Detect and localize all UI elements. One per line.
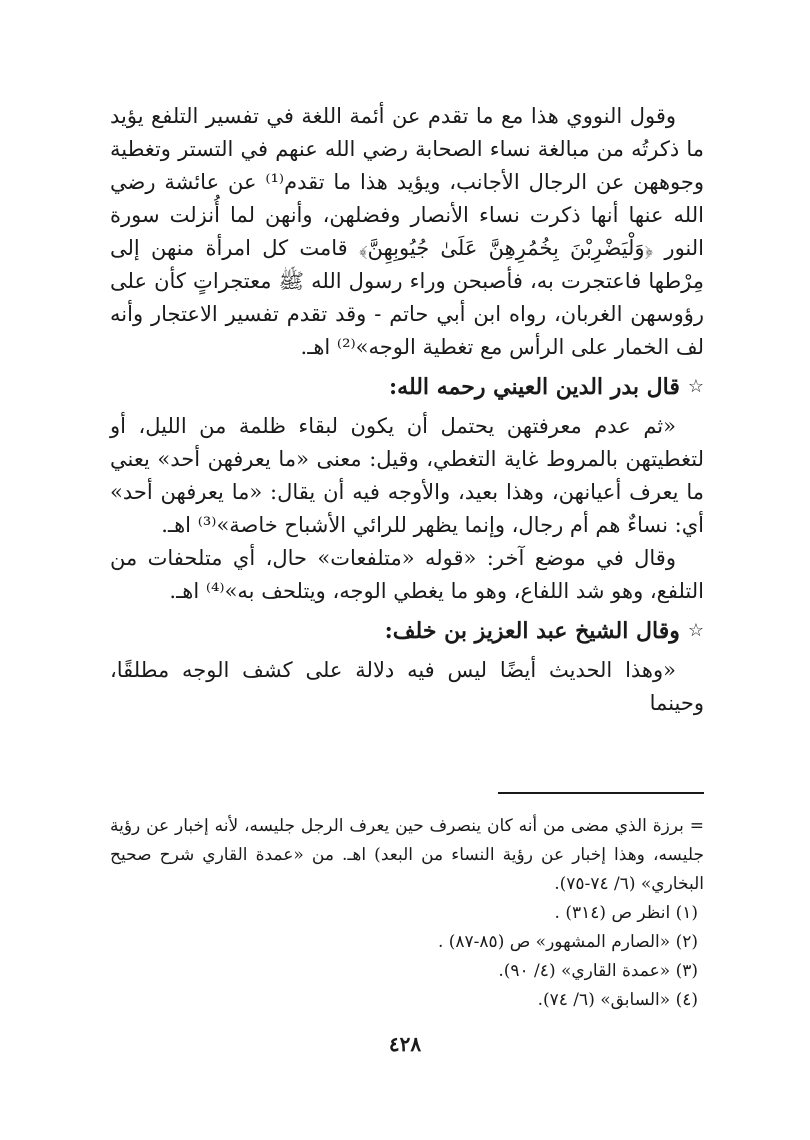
footnote-item: (٤) «السابق» (٦/ ٧٤).: [537, 990, 698, 1010]
main-text: [110, 100, 704, 790]
footnotes: [110, 812, 704, 1015]
star-icon: ☆: [687, 376, 704, 397]
quote-paragraph: «وهذا الحديث أيضًا ليس فيه دلالة على كشف الوجه مطلقًا، وحينما: [110, 658, 704, 715]
section-heading-aini: [110, 370, 704, 404]
section-heading-ibn-khalaf: [110, 614, 704, 648]
star-icon: ☆: [687, 620, 704, 641]
footnote-continuation: = برزة الذي مضى من أنه كان ينصرف حين يعرف الرجل جليسه، لأنه إخبار عن رؤية جليسه، وهذا إخبار عن رؤية النساء من البعد) اهـ. من «عمدة القاري شرح صحيح البخاري» (٦/ ٧٤-٧٥).: [110, 816, 704, 894]
quote-paragraph: «ثم عدم معرفتهن يحتمل أن يكون لبقاء ظلمة من الليل، أو لتغطيتهن بالمروط غاية التغطي، وقيل: معنى «ما يعرفهن أحد» يعني ما يعرف أعيانهن، وهذا بعيد، والأوجه فيه أن يقال: «ما يعرفهن أحد» أي: نساءٌ هم أم رجال، وإنما يظهر للرائي الأشباح خاصة»⁽³⁾ اهـ.: [110, 414, 704, 537]
page-number: ٤٢٨: [388, 1032, 422, 1056]
footnote-item: (٣) «عمدة القاري» (٤/ ٩٠).: [498, 961, 698, 981]
body-paragraph: وقول النووي هذا مع ما تقدم عن أئمة اللغة في تفسير التلفع يؤيد ما ذكرتُه من مبالغة نساء الصحابة رضي الله عنهم في التستر وتغطية وجوههن عن الرجال الأجانب، ويؤيد هذا ما تقدم⁽¹⁾ عن عائشة رضي الله عنها أنها ذكرت نساء الأنصار وفضلهن، وأنهن لما أُنزلت سورة النور ﴿وَلْيَضْرِبْنَ بِخُمُرِهِنَّ عَلَىٰ جُيُوبِهِنَّ﴾ قامت كل امرأة منهن إلى مِرْطها فاعتجرت به، فأصبحن وراء رسول الله ﷺ معتجراتٍ كأن على رؤوسهن الغربان، رواه ابن أبي حاتم - وقد تقدم تفسير الاعتجار وأنه لف الخمار على الرأس مع تغطية الوجه»⁽²⁾ اهـ.: [110, 104, 704, 359]
footnote-divider: [498, 792, 704, 794]
heading-text: وقال الشيخ عبد العزيز بن خلف:: [384, 618, 680, 644]
heading-text: قال بدر الدين العيني رحمه الله:: [389, 374, 680, 400]
page-content: [110, 100, 704, 1010]
footnote-item: (١) انظر ص (٣١٤) .: [554, 903, 698, 923]
footnote-item: (٢) «الصارم المشهور» ص (٨٥-٨٧) .: [437, 932, 698, 952]
quote-paragraph: وقال في موضع آخر: «قوله «متلفعات» حال، أي متلحفات من التلفع، وهو شد اللفاع، وهو ما يغطي الوجه، ويتلحف به»⁽⁴⁾ اهـ.: [110, 546, 704, 603]
